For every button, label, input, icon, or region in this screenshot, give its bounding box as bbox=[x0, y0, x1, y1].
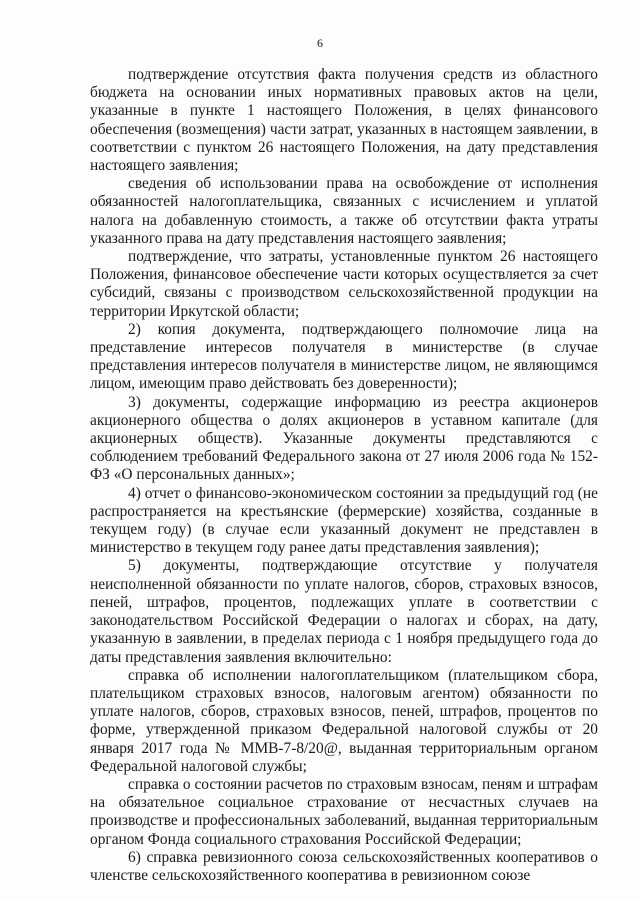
paragraph: 4) отчет о финансово-экономическом состоянии за предыдущий год (не распространяется на крестьянские (фермерские) хозяйства, созданные в текущем году) (в случае если указанный документ не представлен в министерство в текущем году ранее даты представления заявления); bbox=[90, 484, 598, 557]
paragraph: 3) документы, содержащие информацию из реестра акционеров акционерного общества о долях акционеров в уставном капитале (для акционерных обществ). Указанные документы представляются с соблюдением требований Федерального закона от 27 июля 2006 года № 152-ФЗ «О персональных данных»; bbox=[90, 393, 598, 484]
paragraph: справка о состоянии расчетов по страховым взносам, пеням и штрафам на обязательное социальное страхование от несчастных случаев на производстве и профессиональных заболеваний, выданная территориальным органом Фонда социального страхования Российской Федерации; bbox=[90, 775, 598, 848]
paragraph: подтверждение отсутствия факта получения средств из областного бюджета на основании иных нормативных правовых актов на цели, указанные в пункте 1 настоящего Положения, в целях финансового обеспечения (возмещения) части затрат, указанных в настоящем заявлении, в соответствии с пунктом 26 настоящего Положения, на дату представления настоящего заявления; bbox=[90, 66, 598, 175]
paragraph: 2) копия документа, подтверждающего полномочие лица на представление интересов получателя в министерстве (в случае представления интересов получателя в министерстве лицом, не являющимся лицом, имеющим право действовать без доверенности); bbox=[90, 320, 598, 393]
paragraph: 6) справка ревизионного союза сельскохозяйственных кооперативов о членстве сельскохозяйственного кооператива в ревизионном союзе bbox=[90, 848, 598, 884]
paragraph: 5) документы, подтверждающие отсутствие у получателя неисполненной обязанности по уплате налогов, сборов, страховых взносов, пеней, штрафов, процентов, подлежащих уплате в соответствии с законодательством Российской Федерации о налогах и сборах, на дату, указанную в заявлении, в пределах периода с 1 ноября предыдущего года до даты представления заявления включительно: bbox=[90, 557, 598, 666]
document-body bbox=[90, 66, 598, 885]
paragraph: сведения об использовании права на освобождение от исполнения обязанностей налогоплательщика, связанных с исчислением и уплатой налога на добавленную стоимость, а также об отсутствии факта утраты указанного права на дату представления настоящего заявления; bbox=[90, 175, 598, 247]
paragraph: подтверждение, что затраты, установленные пунктом 26 настоящего Положения, финансовое обеспечение части которых осуществляется за счет субсидий, связаны с производством сельскохозяйственной продукции на территории Иркутской области; bbox=[90, 248, 598, 320]
page-number: 6 bbox=[317, 36, 323, 50]
paragraph: справка об исполнении налогоплательщиком (плательщиком сбора, плательщиком страховых взносов, налоговым агентом) обязанности по уплате налогов, сборов, страховых взносов, пеней, штрафов, процентов по форме, утвержденной приказом Федеральной налоговой службы от 20 января 2017 года № ММВ-7-8/20@, выданная территориальным органом Федеральной налоговой службы; bbox=[90, 666, 598, 775]
